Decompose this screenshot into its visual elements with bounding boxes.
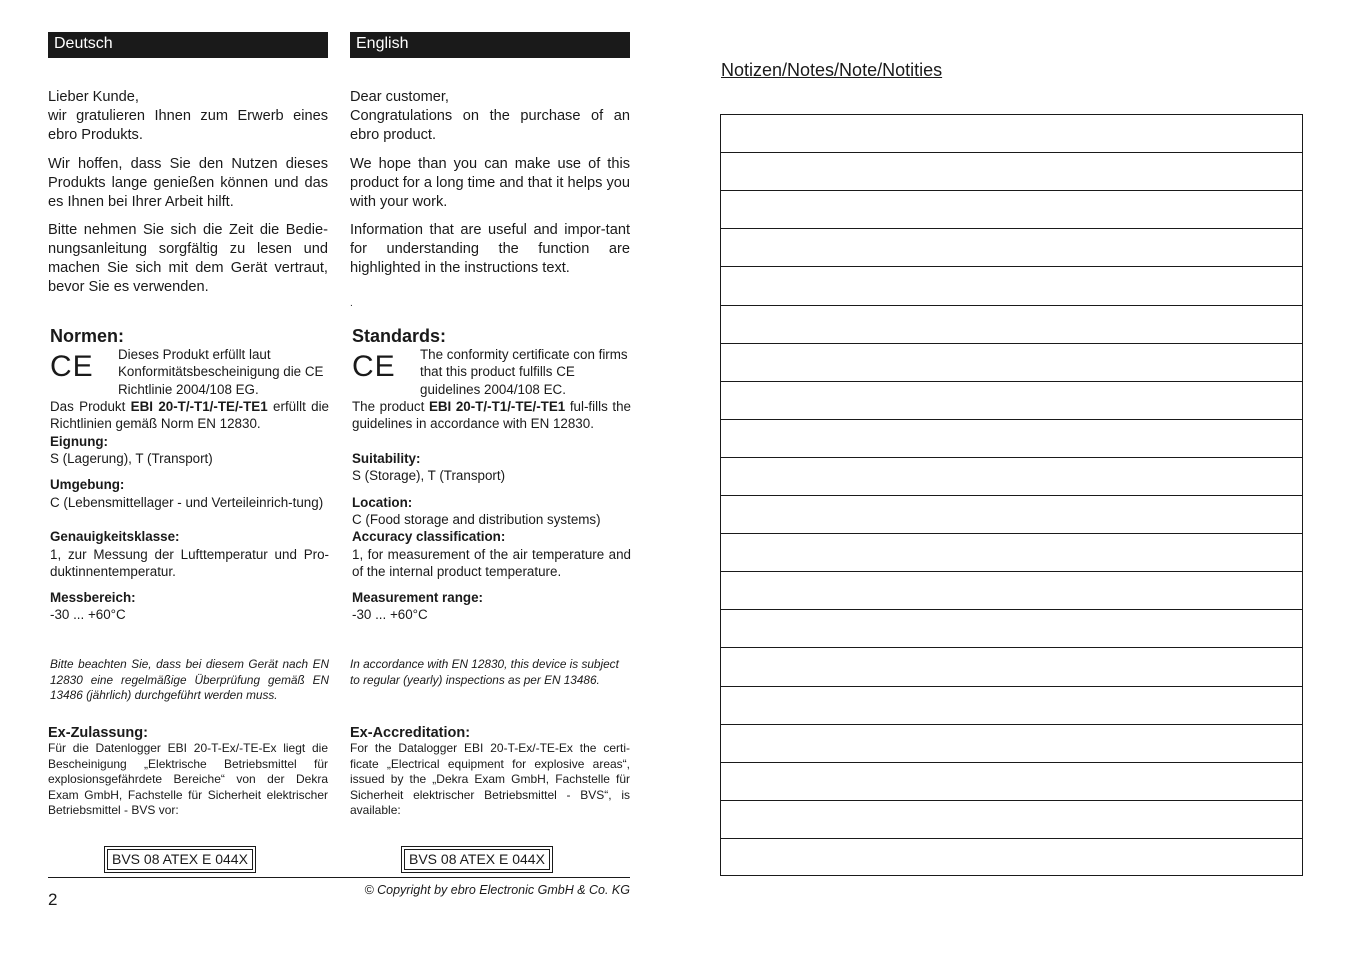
- certificate-number-de: BVS 08 ATEX E 044X: [107, 849, 253, 870]
- footer-rule: [48, 877, 630, 878]
- product-conformity-de: Das Produkt EBI 20-T/-T1/-TE/-TE1 erfüllt die Richtlinien gemäß Norm EN 12830.: [50, 399, 330, 432]
- notes-line: [721, 571, 1302, 572]
- info-paragraph-en: Information that are useful and impor-tant for understanding the function are highlighted in the instructions text.: [350, 222, 630, 276]
- inspection-note-de: Bitte beachten Sie, dass bei diesem Gerät nach EN 12830 eine regelmäßige Überprüfung gemäß EN 13486 (jährlich) durchgeführt werden muss.: [50, 657, 329, 702]
- notes-line: [721, 647, 1302, 648]
- notes-line: [721, 266, 1302, 267]
- ce-text-de: Dieses Produkt erfüllt laut Konformitätsbescheinigung die CE Richtlinie 2004/108 EG.: [118, 347, 324, 397]
- ex-title-en: Ex-Accreditation:: [350, 725, 471, 741]
- page-number: 2: [48, 890, 58, 909]
- notes-line: [721, 724, 1302, 725]
- notes-line: [721, 533, 1302, 534]
- certificate-number-en: BVS 08 ATEX E 044X: [404, 849, 550, 870]
- ex-title-de: Ex-Zulassung:: [48, 725, 148, 741]
- notes-line: [721, 762, 1302, 763]
- notes-line: [721, 686, 1302, 687]
- location-label-de: Umgebung:: [50, 477, 125, 492]
- notes-line: [721, 381, 1302, 382]
- section-header-english: English: [350, 32, 630, 58]
- inspection-note-en: In accordance with EN 12830, this device is subject to regular (yearly) inspections as per EN 13486.: [350, 657, 619, 687]
- notes-line: [721, 152, 1302, 153]
- greeting-paragraph-en: Dear customer, Congratulations on the purchase of an ebro product.: [350, 89, 630, 143]
- accuracy-value-en: 1, for measurement of the air temperature and of the internal product temperature.: [352, 547, 631, 580]
- location-label-en: Location:: [352, 495, 413, 510]
- range-value-en: -30 ... +60°C: [352, 607, 428, 622]
- range-label-en: Measurement range:: [352, 590, 483, 605]
- accuracy-value-de: 1, zur Messung der Lufttemperatur und Pro-duktinnentemperatur.: [50, 547, 329, 580]
- suitability-value-en: S (Storage), T (Transport): [352, 468, 506, 483]
- notes-line: [721, 190, 1302, 191]
- standards-title-en: Standards:: [352, 326, 447, 346]
- notes-line: [721, 800, 1302, 801]
- range-value-de: -30 ... +60°C: [50, 607, 126, 622]
- notes-line: [721, 609, 1302, 610]
- notes-line: [721, 343, 1302, 344]
- notes-line: [721, 457, 1302, 458]
- stray-dot: .: [350, 298, 353, 309]
- ex-text-en: For the Datalogger EBI 20-T-Ex/-TE-Ex the certi-ficate „Electrical equipment for explosive areas“, issued by the „Dekra Exam GmbH, Fachstelle für Sicherheit elektrischer Betriebsmittel - BVS“, is available:: [350, 741, 630, 818]
- instructions-paragraph-de: Bitte nehmen Sie sich die Zeit die Bedie-nungsanleitung sorgfältig zu lesen und machen Sie sich mit dem Gerät vertraut, bevor Sie es verwenden.: [48, 222, 328, 295]
- ce-text-en: The conformity certificate con firms that this product fulfills CE guidelines 2004/108 EC.: [420, 347, 628, 397]
- notes-line: [721, 305, 1302, 306]
- location-value-en: C (Food storage and distribution systems): [352, 512, 601, 527]
- accuracy-label-en: Accuracy classification:: [352, 529, 506, 544]
- ce-mark-icon: CE: [352, 350, 396, 383]
- standards-title-de: Normen:: [50, 326, 125, 346]
- range-label-de: Messbereich:: [50, 590, 136, 605]
- greeting-paragraph-de: Lieber Kunde, wir gratulieren Ihnen zum Erwerb eines ebro Produkts.: [48, 89, 328, 143]
- ce-mark-icon: CE: [50, 350, 94, 383]
- suitability-label-de: Eignung:: [50, 434, 109, 449]
- hope-paragraph-en: We hope than you can make use of this product for a long time and that it helps you with your work.: [350, 156, 630, 210]
- location-value-de: C (Lebensmittellager - und Verteileinrich-tung): [50, 495, 324, 510]
- suitability-label-en: Suitability:: [352, 451, 421, 466]
- notes-line: [721, 838, 1302, 839]
- notes-line: [721, 228, 1302, 229]
- section-header-deutsch: Deutsch: [48, 32, 328, 58]
- product-conformity-en: The product EBI 20-T/-T1/-TE/-TE1 ful-fills the guidelines in accordance with EN 12830.: [352, 399, 631, 432]
- notes-line: [721, 495, 1302, 496]
- accuracy-label-de: Genauigkeitsklasse:: [50, 529, 180, 544]
- certificate-box-de: [104, 846, 256, 873]
- suitability-value-de: S (Lagerung), T (Transport): [50, 451, 213, 466]
- ex-text-de: Für die Datenlogger EBI 20-T-Ex/-TE-Ex liegt die Bescheinigung „Elektrische Betriebsmittel für explosionsgefährdete Bereiche“ von der Dekra Exam GmbH, Fachstelle für Sicherheit elektrischer Betriebsmittel - BVS vor:: [48, 741, 328, 818]
- copyright-text: © Copyright by ebro Electronic GmbH & Co. KG: [364, 883, 630, 897]
- notes-title: Notizen/Notes/Note/Notities: [721, 60, 943, 80]
- notes-line: [721, 419, 1302, 420]
- certificate-box-en: [401, 846, 553, 873]
- notes-lined-area[interactable]: [720, 114, 1303, 876]
- hope-paragraph-de: Wir hoffen, dass Sie den Nutzen dieses Produkts lange genießen können und das es Ihnen bei Ihrer Arbeit hilft.: [48, 156, 328, 210]
